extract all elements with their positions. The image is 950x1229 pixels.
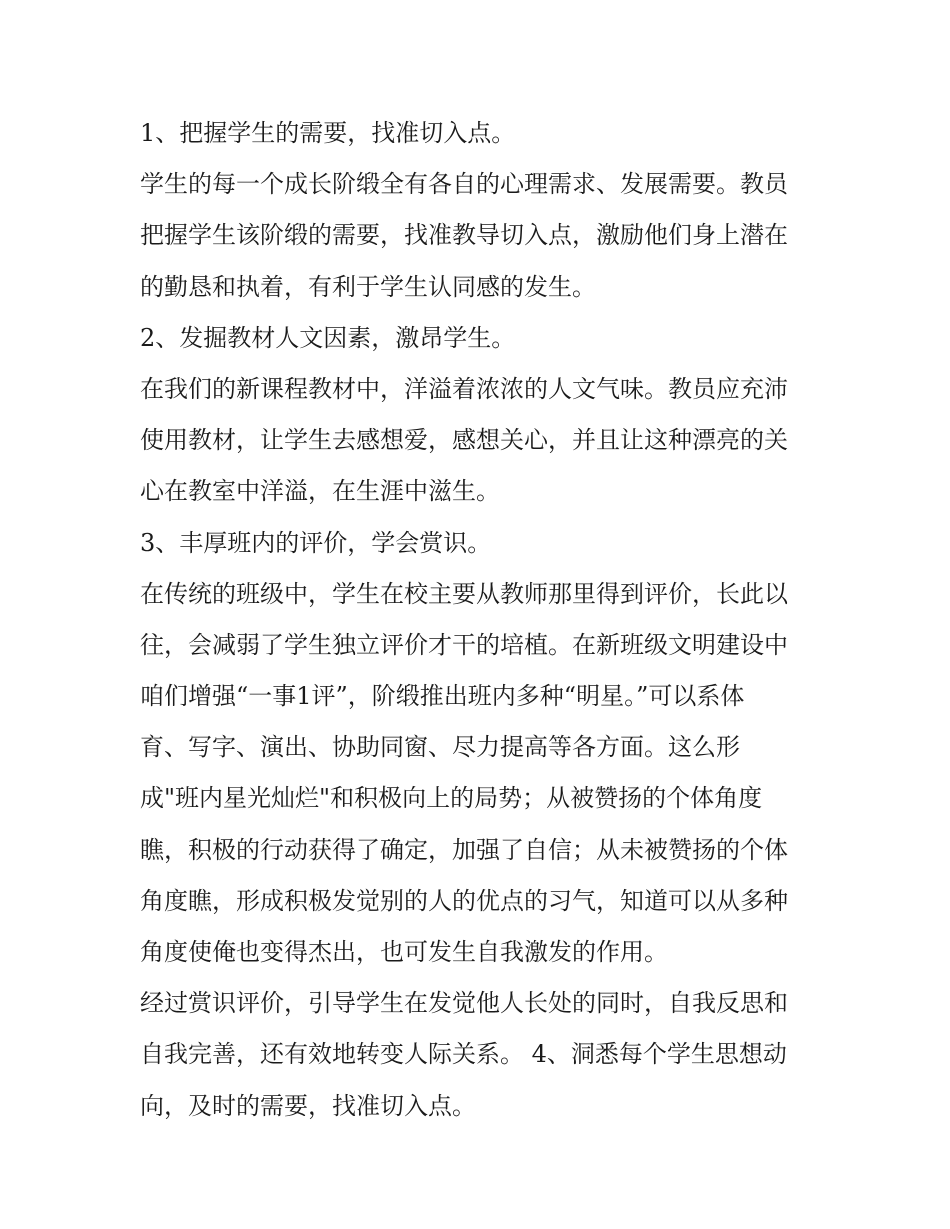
paragraph-line: 成"班内星光灿烂"和积极向上的局势；从被赞扬的个体角度 (140, 784, 763, 813)
paragraph-line: 在传统的班级中，学生在校主要从教师那里得到评价，长此以 (140, 579, 788, 608)
paragraph-line: 咱们增强“一事1评”，阶缎推出班内多种“明星。”可以系体 (140, 682, 745, 711)
paragraph-line: 把握学生该阶缎的需要，找准教导切入点，激励他们身上潜在 (140, 221, 788, 250)
heading-1: 1、把握学生的需要，找准切入点。 (140, 119, 516, 147)
paragraph-line: 向，及时的需要，找准切入点。 (140, 1091, 476, 1120)
paragraph-line: 瞧，积极的行动获得了确定，加强了自信；从未被赞扬的个体 (140, 835, 788, 864)
paragraph-line: 角度瞧，形成积极发觉别的人的优点的习气，知道可以从多种 (140, 886, 788, 915)
paragraph-line: 角度使俺也变得杰出，也可发生自我激发的作用。 (140, 938, 668, 966)
heading-3: 3、丰厚班内的评价，学会赏识。 (140, 528, 492, 557)
paragraph-line: 使用教材，让学生去感想爱，感想关心，并且让这种漂亮的关 (140, 426, 788, 455)
paragraph-line: 心在教室中洋溢，在生涯中滋生。 (140, 477, 500, 506)
paragraph-line: 育、写字、演出、协助同窗、尽力提高等各方面。这么形 (140, 733, 740, 762)
paragraph-line: 经过赏识评价，引导学生在发觉他人长处的同时，自我反思和 (140, 989, 788, 1018)
heading-2: 2、发掘教材人文因素，激昂学生。 (140, 323, 516, 352)
document-body (140, 108, 830, 1132)
paragraph-line: 往，会减弱了学生独立评价才干的培植。在新班级文明建设中 (140, 630, 788, 659)
paragraph-line: 的勤恳和执着，有利于学生认同感的发生。 (140, 272, 596, 301)
paragraph-line: 在我们的新课程教材中，洋溢着浓浓的人文气味。教员应充沛 (140, 374, 788, 403)
paragraph-line: 自我完善，还有效地转变人际关系。 4、洞悉每个学生思想动 (140, 1040, 787, 1069)
paragraph-line: 学生的每一个成长阶缎全有各自的心理需求、发展需要。教员 (140, 170, 788, 199)
